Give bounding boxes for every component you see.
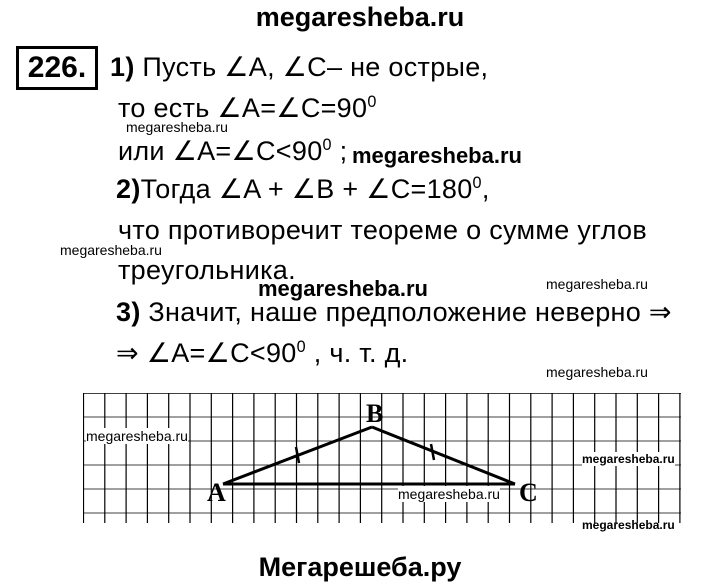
degree-sup: 0 bbox=[296, 338, 306, 356]
line-6: треугольника. bbox=[118, 255, 296, 285]
watermark: megaresheba.ru bbox=[582, 452, 675, 466]
line-7 bbox=[116, 297, 672, 328]
tick-mark-bc bbox=[431, 444, 434, 460]
degree-sup: 0 bbox=[472, 174, 482, 192]
line-4: 2)Тогда ∠A + ∠B + $\angle C=180^0$, bbox=[116, 174, 490, 204]
line-5: что противоречит теореме о сумме углов bbox=[118, 215, 648, 245]
watermark: megaresheba.ru bbox=[398, 486, 500, 502]
site-header: megaresheba.ru bbox=[255, 2, 465, 32]
line-3 bbox=[118, 136, 347, 167]
watermark: megaresheba.ru bbox=[86, 428, 188, 444]
line-8-text: ⇒ ∠A=∠C<90 bbox=[116, 338, 297, 368]
line-1-text: Пусть ∠A, ∠C– не острые, bbox=[142, 52, 489, 82]
line-1 bbox=[110, 52, 488, 83]
triangle-abc bbox=[223, 427, 515, 484]
line-3-text: или ∠A=∠C<90 bbox=[118, 136, 323, 166]
step-3-label: 3) bbox=[116, 297, 141, 327]
watermark: megaresheba.ru bbox=[126, 119, 228, 135]
side-bc bbox=[372, 427, 515, 484]
vertex-label-c: C bbox=[519, 478, 538, 507]
degree-sup: 0 bbox=[322, 136, 332, 154]
line-8 bbox=[116, 338, 408, 369]
watermark: megaresheba.ru bbox=[258, 276, 428, 301]
line-2-text: то есть ∠A=∠C=90 bbox=[118, 93, 368, 123]
watermark: megaresheba.ru bbox=[546, 364, 648, 380]
watermark: megaresheba.ru bbox=[60, 242, 162, 258]
vertex-label-b: B bbox=[366, 399, 384, 428]
problem-number: 226. bbox=[16, 46, 98, 90]
line-8-tail: , ч. т. д. bbox=[313, 338, 409, 368]
line-3-tail: ; bbox=[339, 136, 348, 166]
line-4-text: Тогда ∠A + ∠B + ∠C=180 bbox=[140, 174, 473, 204]
step-1-label: 1) bbox=[110, 52, 135, 82]
watermark: megaresheba.ru bbox=[352, 143, 522, 168]
watermark: megaresheba.ru bbox=[546, 276, 648, 292]
watermark: megaresheba.ru bbox=[582, 518, 675, 532]
site-footer: Мегарешеба.ру bbox=[258, 552, 462, 582]
line-7-text: Значит, наше предположение неверно ⇒ bbox=[148, 297, 672, 327]
degree-sup: 0 bbox=[367, 93, 377, 111]
vertex-label-a: A bbox=[207, 478, 226, 507]
step-2-label: 2) bbox=[116, 174, 141, 204]
